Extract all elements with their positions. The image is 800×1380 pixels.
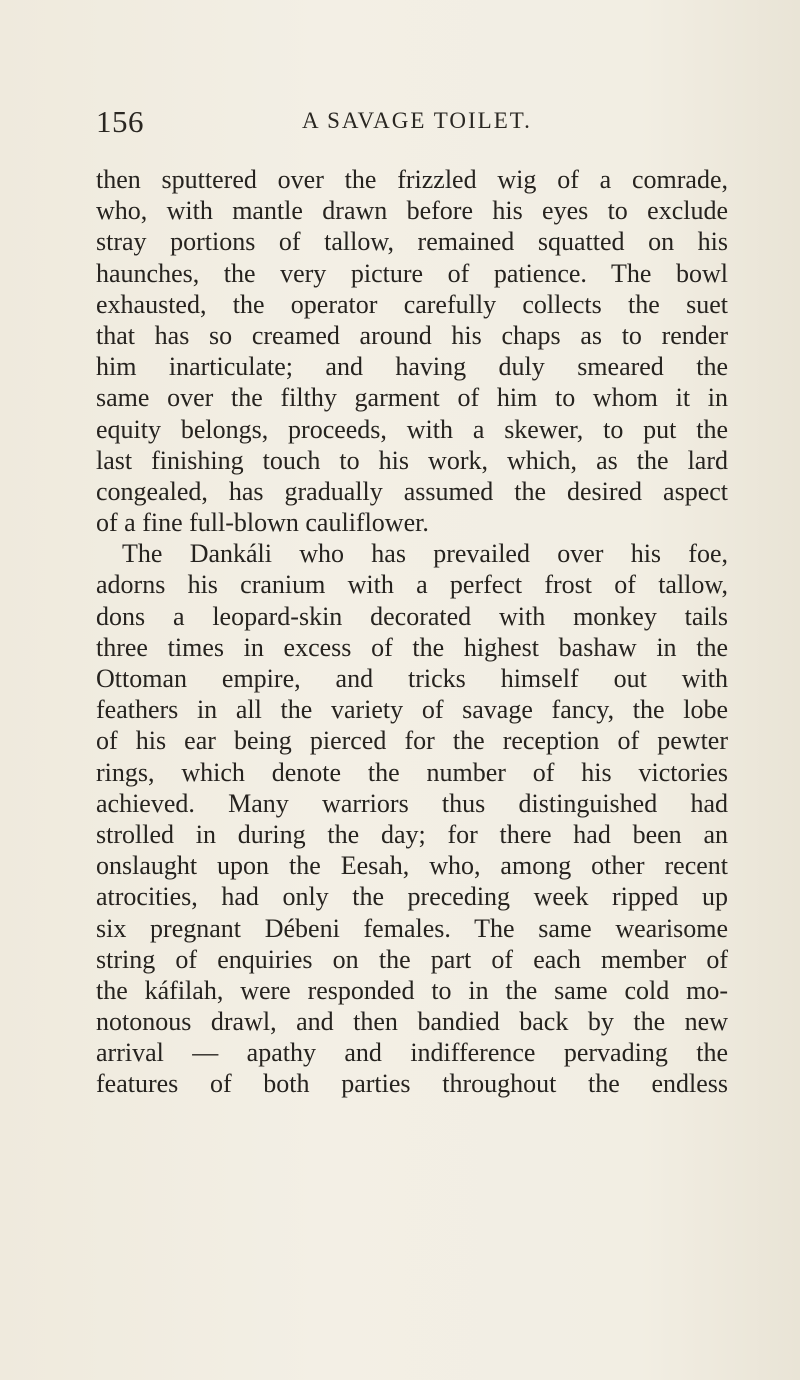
text-line: him inarticulate; and having duly smeared the xyxy=(96,352,728,382)
text-line: Ottoman empire, and tricks himself out with xyxy=(96,664,728,693)
text-line: adorns his cranium with a perfect frost of tallow, xyxy=(96,570,728,600)
page-header xyxy=(96,104,728,144)
text-line: that has so creamed around his chaps as to render xyxy=(96,320,728,350)
text-line: last finishing touch to his work, which, as the lard xyxy=(96,445,728,475)
text-line: arrival — apathy and indifference pervading the xyxy=(96,1038,728,1068)
text-line: features of both parties throughout the endless xyxy=(96,1069,728,1099)
text-line: six pregnant Débeni females. The same wearisome xyxy=(96,913,728,943)
text-line: congealed, has gradually assumed the desired aspect xyxy=(96,476,728,506)
text-line: feathers in all the variety of savage fancy, the lobe xyxy=(96,695,728,725)
text-line: stray portions of tallow, remained squatted on his xyxy=(96,227,728,257)
text-line: of his ear being pierced for the reception of pewter xyxy=(96,726,728,756)
text-line: achieved. Many warriors thus distinguished had xyxy=(96,788,728,818)
text-line: haunches, the very picture of patience. The bowl xyxy=(96,258,728,288)
text-line: onslaught upon the Eesah, who, among other recent xyxy=(96,851,728,881)
text-line: then sputtered over the frizzled wig of a comrade, xyxy=(96,165,728,194)
text-line: the káfilah, were responded to in the same cold mo- xyxy=(96,975,728,1005)
running-title: A SAVAGE TOILET. xyxy=(302,108,532,133)
body-text xyxy=(96,164,728,1100)
text-line: three times in excess of the highest bashaw in the xyxy=(96,632,728,662)
text-line: strolled in during the day; for there had been an xyxy=(96,819,728,849)
text-line: notonous drawl, and then bandied back by the new xyxy=(96,1007,728,1037)
text-line: rings, which denote the number of his victories xyxy=(96,757,728,787)
text-line: The Dankáli who has prevailed over his foe, xyxy=(122,539,728,569)
page-number: 156 xyxy=(96,104,144,139)
text-line: string of enquiries on the part of each member of xyxy=(96,944,728,974)
text-line: equity belongs, proceeds, with a skewer, to put the xyxy=(96,414,728,444)
text-line: of a fine full-blown cauliflower. xyxy=(96,508,429,538)
text-line: same over the filthy garment of him to whom it in xyxy=(96,383,728,413)
text-line: exhausted, the operator carefully collects the suet xyxy=(96,289,728,319)
text-line: atrocities, had only the preceding week ripped up xyxy=(96,882,728,912)
text-line: who, with mantle drawn before his eyes to exclude xyxy=(96,196,728,226)
text-line: dons a leopard-skin decorated with monkey tails xyxy=(96,601,728,631)
